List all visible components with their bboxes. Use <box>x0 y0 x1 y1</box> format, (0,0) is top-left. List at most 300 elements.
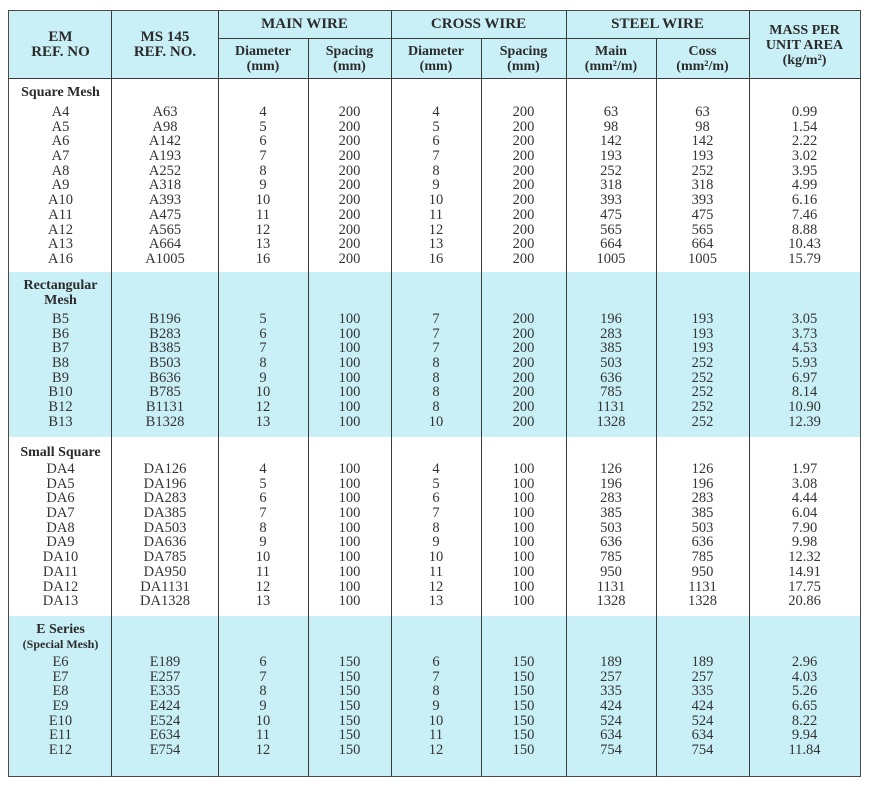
cell-cross-spacing: 150 <box>512 742 535 759</box>
cell-steel-coss: 193 <box>691 340 714 357</box>
column-main-diameter <box>218 312 308 430</box>
wire-mesh-spec-table <box>8 10 861 777</box>
cell-main-spacing: 200 <box>338 148 361 165</box>
section-title-line: Square Mesh <box>21 85 100 100</box>
cell-mass: 12.32 <box>788 549 821 566</box>
cell-steel-main: 503 <box>600 519 622 536</box>
cell-main-spacing: 100 <box>338 369 361 386</box>
column-steel-coss <box>656 312 749 430</box>
section-subtitle-line: (Special Mesh) <box>22 637 99 651</box>
column-main-diameter <box>218 105 308 267</box>
column-main-spacing <box>308 655 391 758</box>
cell-main-diameter: 8 <box>259 162 267 179</box>
cell-em-ref: A11 <box>48 206 73 223</box>
cell-cross-spacing: 100 <box>512 563 535 580</box>
cell-main-diameter: 10 <box>255 192 271 209</box>
cell-mass: 5.26 <box>791 683 818 700</box>
cell-ms-ref: E257 <box>149 668 181 685</box>
cell-em-ref: DA7 <box>46 505 75 522</box>
cell-steel-main: 252 <box>600 162 622 179</box>
cell-steel-main: 1328 <box>596 593 626 610</box>
cell-mass: 1.54 <box>791 118 818 135</box>
cell-mass: 4.44 <box>791 490 818 507</box>
cell-main-spacing: 200 <box>338 118 361 135</box>
cell-ms-ref: B636 <box>149 369 181 386</box>
cell-steel-coss: 98 <box>695 118 710 135</box>
cell-main-diameter: 9 <box>259 534 267 551</box>
cell-em-ref: E8 <box>52 683 69 700</box>
cell-steel-coss: 193 <box>691 311 714 327</box>
cell-ms-ref: E524 <box>149 712 181 729</box>
cell-steel-main: 318 <box>600 177 622 194</box>
cell-main-diameter: 8 <box>259 355 267 372</box>
cell-cross-diameter: 11 <box>429 727 443 744</box>
cell-main-spacing: 100 <box>338 505 361 522</box>
cell-mass: 6.65 <box>791 698 818 715</box>
cell-em-ref: B12 <box>48 399 73 416</box>
cell-steel-main: 634 <box>600 727 622 744</box>
cell-mass: 15.79 <box>788 250 821 267</box>
column-ms-ref <box>112 312 218 430</box>
header-ms-ref <box>112 11 218 79</box>
cell-cross-spacing: 100 <box>512 549 535 566</box>
cell-cross-spacing: 200 <box>512 413 535 430</box>
cell-ms-ref: DA1328 <box>140 593 190 610</box>
cell-main-diameter: 12 <box>255 578 271 595</box>
cell-em-ref: A6 <box>51 133 70 150</box>
cell-mass: 7.90 <box>791 519 818 536</box>
header-main-label: Main <box>595 44 627 59</box>
cell-steel-coss: 252 <box>691 355 714 372</box>
cell-cross-diameter: 6 <box>432 133 440 150</box>
header-cross-wire: CROSS WIRE <box>430 16 527 32</box>
cell-main-spacing: 100 <box>338 399 361 416</box>
cell-steel-coss: 424 <box>691 698 714 715</box>
cell-cross-diameter: 7 <box>432 311 440 327</box>
column-em-ref <box>9 655 112 758</box>
cell-main-spacing: 150 <box>338 683 361 700</box>
cell-cross-diameter: 7 <box>432 340 440 357</box>
cell-ms-ref: B785 <box>149 384 181 401</box>
cell-cross-diameter: 5 <box>432 475 440 492</box>
cell-cross-diameter: 8 <box>432 162 440 179</box>
cell-ms-ref: DA950 <box>143 563 187 580</box>
header-spacing-unit: (mm) <box>333 59 366 74</box>
cell-em-ref: B9 <box>52 369 69 386</box>
cell-cross-diameter: 10 <box>428 192 444 209</box>
cell-ms-ref: DA385 <box>143 505 187 522</box>
cell-em-ref: DA5 <box>46 475 75 492</box>
cell-cross-diameter: 8 <box>432 683 440 700</box>
cell-em-ref: B13 <box>48 413 73 430</box>
column-steel-main <box>566 655 656 758</box>
cell-mass: 9.98 <box>791 534 818 551</box>
cell-main-diameter: 6 <box>259 490 267 507</box>
cell-steel-main: 1005 <box>596 250 626 267</box>
header-diameter-unit: (mm) <box>246 59 280 74</box>
cell-cross-diameter: 7 <box>432 505 440 522</box>
cell-em-ref: A9 <box>51 177 70 194</box>
cell-cross-spacing: 200 <box>512 325 535 342</box>
cell-cross-diameter: 10 <box>428 549 444 566</box>
cell-main-spacing: 150 <box>338 668 361 685</box>
cell-cross-diameter: 13 <box>428 593 444 610</box>
column-ms-ref <box>112 655 218 758</box>
cell-cross-spacing: 100 <box>512 490 535 507</box>
header-steel-main <box>566 39 656 79</box>
cell-steel-coss: 142 <box>691 133 714 150</box>
cell-steel-coss: 524 <box>691 712 714 729</box>
cell-cross-diameter: 12 <box>428 221 444 238</box>
cell-ms-ref: A664 <box>148 236 182 253</box>
column-em-ref <box>9 462 112 609</box>
header-main-wire: MAIN WIRE <box>261 16 348 32</box>
cell-ms-ref: A1005 <box>145 250 185 267</box>
column-mass <box>749 462 860 609</box>
cell-mass: 4.53 <box>791 340 818 357</box>
cell-cross-spacing: 150 <box>512 654 535 670</box>
cell-cross-spacing: 200 <box>512 221 535 238</box>
cell-em-ref: E11 <box>49 727 72 744</box>
column-main-spacing <box>308 462 391 609</box>
header-divider <box>9 78 860 79</box>
cell-cross-spacing: 200 <box>512 206 535 223</box>
cell-steel-main: 664 <box>600 236 622 253</box>
cell-cross-diameter: 12 <box>428 578 444 595</box>
cell-ms-ref: E754 <box>149 742 181 759</box>
column-ms-ref <box>112 462 218 609</box>
cell-ms-ref: B283 <box>149 325 181 342</box>
cell-cross-spacing: 150 <box>512 727 535 744</box>
header-mass-per-unit-area <box>749 15 860 75</box>
cell-ms-ref: A98 <box>152 118 178 135</box>
cell-mass: 3.73 <box>791 325 818 342</box>
cell-steel-main: 636 <box>600 369 622 386</box>
header-steel-wire: STEEL WIRE <box>611 16 704 32</box>
cell-steel-coss: 634 <box>691 727 714 744</box>
cell-cross-spacing: 200 <box>512 311 535 327</box>
header-ms-ref-line2: REF. NO. <box>133 44 197 60</box>
cell-em-ref: DA8 <box>46 519 75 536</box>
header-diameter-label: Diameter <box>408 44 464 59</box>
cell-em-ref: B8 <box>52 355 69 372</box>
cell-ms-ref: E634 <box>149 727 181 744</box>
cell-main-spacing: 100 <box>338 461 361 477</box>
cell-ms-ref: DA196 <box>143 475 187 492</box>
cell-ms-ref: A318 <box>148 177 182 194</box>
header-mass-line1: MASS PER <box>769 22 840 38</box>
cell-main-diameter: 4 <box>259 104 267 120</box>
cell-main-diameter: 10 <box>255 712 271 729</box>
cell-main-diameter: 12 <box>255 399 271 416</box>
cell-cross-spacing: 100 <box>512 475 535 492</box>
cell-em-ref: E12 <box>48 742 73 759</box>
cell-steel-main: 785 <box>600 549 622 566</box>
section-title-square-mesh <box>9 85 112 100</box>
cell-main-diameter: 7 <box>259 505 267 522</box>
cell-steel-main: 565 <box>600 221 622 238</box>
cell-mass: 10.43 <box>788 236 821 253</box>
cell-main-diameter: 12 <box>255 742 271 759</box>
cell-steel-coss: 193 <box>691 148 714 165</box>
cell-main-spacing: 100 <box>338 475 361 492</box>
cell-steel-coss: 1131 <box>688 578 717 595</box>
cell-main-spacing: 200 <box>338 221 361 238</box>
col-divider <box>481 39 482 776</box>
header-em-ref-line1: EM <box>48 29 73 45</box>
header-spacing-label: Spacing <box>325 44 374 59</box>
cell-ms-ref: A193 <box>148 148 182 165</box>
cell-steel-coss: 335 <box>691 683 714 700</box>
cell-ms-ref: E189 <box>149 654 181 670</box>
cell-main-spacing: 100 <box>338 325 361 342</box>
cell-main-spacing: 100 <box>338 549 361 566</box>
cell-mass: 4.99 <box>791 177 818 194</box>
cell-main-spacing: 150 <box>338 727 361 744</box>
cell-ms-ref: DA283 <box>143 490 187 507</box>
cell-steel-main: 193 <box>600 148 622 165</box>
cell-mass: 14.91 <box>788 563 821 580</box>
header-main-spacing <box>308 39 391 79</box>
cell-cross-diameter: 4 <box>432 461 440 477</box>
cell-cross-spacing: 150 <box>512 683 535 700</box>
column-steel-coss <box>656 462 749 609</box>
cell-main-spacing: 200 <box>338 236 361 253</box>
header-em-ref <box>9 11 112 79</box>
cell-mass: 4.03 <box>791 668 818 685</box>
cell-cross-spacing: 200 <box>512 399 535 416</box>
cell-em-ref: DA12 <box>42 578 79 595</box>
cell-ms-ref: DA503 <box>143 519 187 536</box>
cell-main-diameter: 9 <box>259 177 267 194</box>
cell-mass: 3.08 <box>791 475 818 492</box>
cell-mass: 5.93 <box>791 355 818 372</box>
header-main-diameter <box>218 39 308 79</box>
cell-main-spacing: 100 <box>338 578 361 595</box>
cell-steel-main: 385 <box>600 340 622 357</box>
cell-main-diameter: 5 <box>259 118 267 135</box>
cell-steel-coss: 1005 <box>688 250 717 267</box>
cell-main-diameter: 16 <box>255 250 271 267</box>
cell-steel-coss: 252 <box>691 369 714 386</box>
column-steel-main <box>566 462 656 609</box>
cell-steel-coss: 257 <box>691 668 714 685</box>
cell-cross-diameter: 4 <box>432 104 440 120</box>
cell-steel-coss: 636 <box>691 534 714 551</box>
cell-main-diameter: 10 <box>255 384 271 401</box>
section-title-line: E Series <box>36 622 85 637</box>
col-divider <box>111 11 112 776</box>
cell-main-spacing: 150 <box>338 742 361 759</box>
cell-cross-spacing: 200 <box>512 340 535 357</box>
cell-cross-spacing: 200 <box>512 133 535 150</box>
cell-main-diameter: 6 <box>259 133 267 150</box>
cell-mass: 12.39 <box>788 413 821 430</box>
cell-steel-coss: 754 <box>691 742 714 759</box>
cell-steel-coss: 252 <box>691 413 714 430</box>
column-main-spacing <box>308 105 391 267</box>
cell-steel-main: 524 <box>600 712 622 729</box>
cell-main-spacing: 200 <box>338 177 361 194</box>
cell-steel-coss: 785 <box>691 549 714 566</box>
cell-main-diameter: 8 <box>259 519 267 536</box>
cell-mass: 3.05 <box>791 311 818 327</box>
cell-ms-ref: B1328 <box>145 413 185 430</box>
cell-steel-coss: 193 <box>691 325 714 342</box>
cell-mass: 11.84 <box>788 742 821 759</box>
col-divider <box>308 39 309 776</box>
cell-main-spacing: 200 <box>338 133 361 150</box>
cell-ms-ref: DA636 <box>143 534 187 551</box>
cell-steel-coss: 252 <box>691 162 714 179</box>
cell-main-spacing: 200 <box>338 162 361 179</box>
cell-main-spacing: 100 <box>338 355 361 372</box>
cell-cross-diameter: 10 <box>428 413 444 430</box>
cell-main-diameter: 13 <box>255 593 271 610</box>
col-divider <box>218 11 219 776</box>
cell-cross-spacing: 100 <box>512 578 535 595</box>
column-cross-spacing <box>481 312 566 430</box>
cell-cross-spacing: 200 <box>512 250 535 267</box>
cell-steel-coss: 126 <box>691 461 714 477</box>
cell-em-ref: E7 <box>52 668 69 685</box>
cell-ms-ref: A63 <box>152 104 178 120</box>
cell-steel-coss: 385 <box>691 505 714 522</box>
column-steel-main <box>566 312 656 430</box>
cell-main-diameter: 7 <box>259 668 267 685</box>
header-group-divider <box>218 38 749 39</box>
cell-cross-diameter: 11 <box>429 563 443 580</box>
cell-steel-main: 283 <box>600 490 622 507</box>
cell-main-spacing: 100 <box>338 593 361 610</box>
cell-mass: 0.99 <box>791 104 818 120</box>
header-diameter-unit: (mm) <box>419 59 453 74</box>
cell-cross-spacing: 200 <box>512 177 535 194</box>
cell-steel-coss: 664 <box>691 236 714 253</box>
cell-main-diameter: 12 <box>255 221 271 238</box>
cell-main-diameter: 4 <box>259 461 267 477</box>
cell-cross-spacing: 200 <box>512 192 535 209</box>
cell-ms-ref: A252 <box>148 162 182 179</box>
cell-mass: 6.97 <box>791 369 818 386</box>
cell-mass: 8.14 <box>791 384 818 401</box>
cell-steel-main: 283 <box>600 325 622 342</box>
cell-ms-ref: B385 <box>149 340 181 357</box>
cell-ms-ref: B1131 <box>145 399 185 416</box>
column-steel-main <box>566 105 656 267</box>
cell-main-diameter: 5 <box>259 311 267 327</box>
header-em-ref-line2: REF. NO <box>31 44 90 60</box>
column-cross-spacing <box>481 105 566 267</box>
cell-steel-coss: 252 <box>691 399 714 416</box>
cell-em-ref: B7 <box>52 340 69 357</box>
header-mass-line3: (kg/m²) <box>782 52 827 68</box>
cell-cross-spacing: 100 <box>512 505 535 522</box>
cell-em-ref: DA6 <box>46 490 75 507</box>
cell-main-spacing: 100 <box>338 563 361 580</box>
cell-steel-coss: 318 <box>691 177 714 194</box>
cell-em-ref: DA9 <box>46 534 75 551</box>
cell-main-spacing: 200 <box>338 250 361 267</box>
cell-em-ref: E9 <box>52 698 69 715</box>
cell-steel-main: 257 <box>600 668 622 685</box>
cell-cross-diameter: 12 <box>428 742 444 759</box>
cell-cross-diameter: 7 <box>432 325 440 342</box>
column-mass <box>749 655 860 758</box>
cell-steel-coss: 63 <box>695 104 710 120</box>
cell-ms-ref: B503 <box>149 355 181 372</box>
cell-cross-spacing: 200 <box>512 355 535 372</box>
header-mass-line2: UNIT AREA <box>765 37 844 53</box>
cell-em-ref: A16 <box>48 250 73 267</box>
section-title-small-square <box>9 445 112 460</box>
column-mass <box>749 312 860 430</box>
cell-main-diameter: 6 <box>259 654 267 670</box>
cell-mass: 7.46 <box>791 206 818 223</box>
cell-cross-diameter: 9 <box>432 177 440 194</box>
cell-mass: 6.16 <box>791 192 818 209</box>
cell-cross-diameter: 5 <box>432 118 440 135</box>
cell-cross-spacing: 100 <box>512 534 535 551</box>
cell-em-ref: A13 <box>48 236 73 253</box>
cell-steel-main: 1328 <box>596 413 626 430</box>
cell-main-spacing: 200 <box>338 206 361 223</box>
cell-em-ref: A7 <box>51 148 70 165</box>
column-steel-coss <box>656 655 749 758</box>
cell-steel-main: 126 <box>600 461 622 477</box>
cell-main-spacing: 100 <box>338 519 361 536</box>
cell-main-spacing: 100 <box>338 340 361 357</box>
cell-steel-coss: 196 <box>691 475 714 492</box>
cell-em-ref: B5 <box>52 311 69 327</box>
cell-main-spacing: 150 <box>338 698 361 715</box>
cell-main-spacing: 150 <box>338 712 361 729</box>
column-steel-coss <box>656 105 749 267</box>
cell-main-diameter: 13 <box>255 236 271 253</box>
cell-ms-ref: A142 <box>148 133 182 150</box>
column-cross-diameter <box>391 462 481 609</box>
column-em-ref <box>9 312 112 430</box>
cell-ms-ref: A475 <box>148 206 182 223</box>
cell-cross-spacing: 200 <box>512 118 535 135</box>
cell-main-spacing: 200 <box>338 192 361 209</box>
cell-cross-diameter: 9 <box>432 698 440 715</box>
cell-cross-spacing: 200 <box>512 104 535 120</box>
column-cross-diameter <box>391 312 481 430</box>
header-main-unit: (mm²/m) <box>584 59 638 74</box>
cell-main-spacing: 100 <box>338 311 361 327</box>
cell-main-spacing: 150 <box>338 654 361 670</box>
cell-mass: 9.94 <box>791 727 818 744</box>
cell-cross-diameter: 10 <box>428 712 444 729</box>
cell-em-ref: DA10 <box>42 549 79 566</box>
cell-mass: 2.96 <box>791 654 818 670</box>
cell-em-ref: A10 <box>48 192 73 209</box>
cell-ms-ref: DA126 <box>143 461 187 477</box>
cell-cross-spacing: 200 <box>512 148 535 165</box>
cell-mass: 3.95 <box>791 162 818 179</box>
cell-ms-ref: E335 <box>149 683 181 700</box>
cell-mass: 3.02 <box>791 148 818 165</box>
section-title-rectangular-mesh <box>9 278 112 308</box>
cell-cross-diameter: 9 <box>432 534 440 551</box>
cell-steel-coss: 393 <box>691 192 714 209</box>
cell-mass: 8.88 <box>791 221 818 238</box>
section-title-e-series <box>9 622 112 652</box>
cell-steel-main: 636 <box>600 534 622 551</box>
cell-ms-ref: DA1131 <box>140 578 190 595</box>
cell-cross-diameter: 8 <box>432 384 440 401</box>
